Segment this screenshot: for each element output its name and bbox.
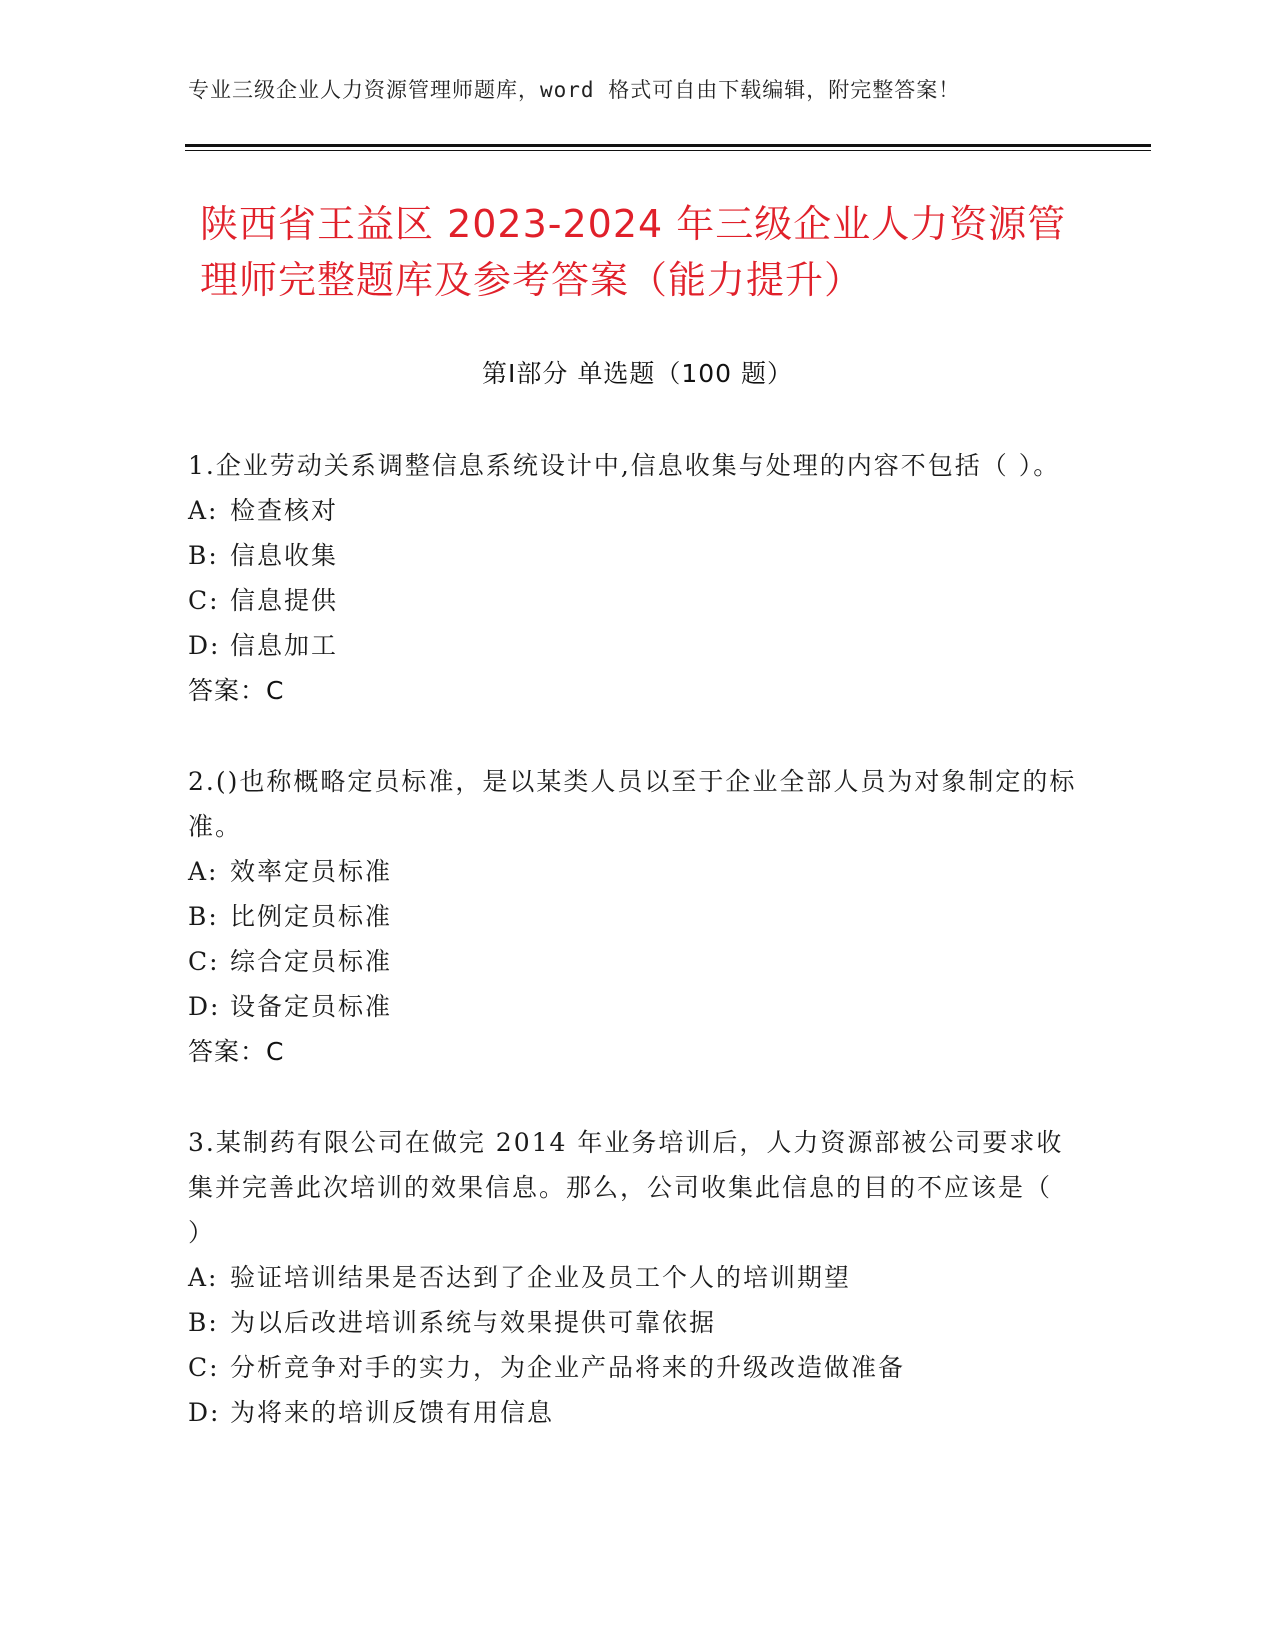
option-d bbox=[188, 623, 1088, 668]
option-text: 验证培训结果是否达到了企业及员工个人的培训期望 bbox=[230, 1263, 852, 1292]
option-text: 为将来的培训反馈有用信息 bbox=[230, 1398, 555, 1427]
option-letter: B: bbox=[188, 902, 219, 931]
option-c bbox=[188, 1345, 1088, 1390]
option-b bbox=[188, 1300, 1088, 1345]
answer-line: 答案：C bbox=[188, 1037, 285, 1066]
header-rule-thick bbox=[185, 144, 1151, 147]
option-text: 效率定员标准 bbox=[230, 857, 393, 886]
option-text: 综合定员标准 bbox=[230, 947, 393, 976]
question-1 bbox=[188, 443, 1088, 713]
question-stem: 3.某制药有限公司在做完 2014 年业务培训后，人力资源部被公司要求收集并完善此次培训的效果信息。那么，公司收集此信息的目的不应该是（ ） bbox=[188, 1128, 1107, 1247]
option-letter: A: bbox=[188, 1263, 219, 1292]
option-c bbox=[188, 939, 1088, 984]
option-letter: C: bbox=[188, 1353, 220, 1382]
option-text: 信息加工 bbox=[230, 631, 339, 660]
header-note: 专业三级企业人力资源管理师题库，word 格式可自由下载编辑，附完整答案！ bbox=[188, 78, 961, 102]
option-d bbox=[188, 984, 1088, 1029]
document-title: 陕西省王益区 2023-2024 年三级企业人力资源管理师完整题库及参考答案（能力提升） bbox=[200, 202, 1067, 302]
question-stem: 1.企业劳动关系调整信息系统设计中,信息收集与处理的内容不包括（ ）。 bbox=[188, 451, 1061, 480]
question-3 bbox=[188, 1120, 1107, 1435]
option-d bbox=[188, 1390, 1088, 1435]
option-text: 比例定员标准 bbox=[230, 902, 393, 931]
option-letter: A: bbox=[188, 857, 219, 886]
option-b bbox=[188, 533, 1088, 578]
option-letter: B: bbox=[188, 541, 219, 570]
question-2 bbox=[188, 759, 1088, 1074]
option-a bbox=[188, 849, 1088, 894]
option-text: 分析竞争对手的实力，为企业产品将来的升级改造做准备 bbox=[230, 1353, 906, 1382]
option-a bbox=[188, 1255, 1088, 1300]
option-text: 信息收集 bbox=[230, 541, 339, 570]
option-b bbox=[188, 894, 1088, 939]
option-text: 信息提供 bbox=[230, 586, 339, 615]
option-letter: A: bbox=[188, 496, 219, 525]
question-list bbox=[188, 443, 1107, 1481]
option-letter: C: bbox=[188, 586, 220, 615]
option-letter: B: bbox=[188, 1308, 219, 1337]
section-title: 第Ⅰ部分 单选题（100 题） bbox=[482, 359, 793, 388]
option-text: 检查核对 bbox=[230, 496, 339, 525]
option-c bbox=[188, 578, 1088, 623]
option-text: 设备定员标准 bbox=[230, 992, 393, 1021]
header-rule-thin bbox=[185, 150, 1151, 151]
option-letter: D: bbox=[188, 631, 221, 660]
question-stem: 2.()也称概略定员标准，是以某类人员以至于企业全部人员为对象制定的标准。 bbox=[188, 767, 1077, 841]
option-text: 为以后改进培训系统与效果提供可靠依据 bbox=[230, 1308, 717, 1337]
option-letter: D: bbox=[188, 992, 221, 1021]
option-letter: C: bbox=[188, 947, 220, 976]
answer-line: 答案：C bbox=[188, 676, 285, 705]
option-letter: D: bbox=[188, 1398, 221, 1427]
option-a bbox=[188, 488, 1088, 533]
